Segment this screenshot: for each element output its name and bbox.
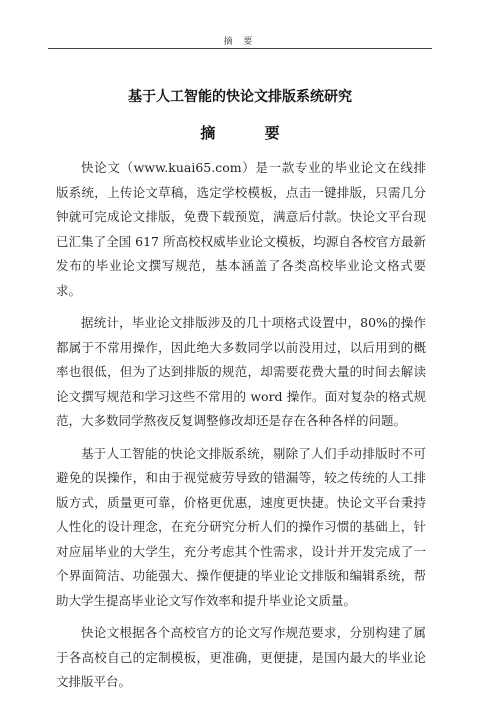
header-rule	[48, 48, 432, 49]
abstract-body	[56, 156, 426, 703]
abstract-heading: 摘 要	[200, 124, 302, 142]
abstract-paragraph-4: 快论文根据各个高校官方的论文写作规范要求，分别构建了属于各高校自己的定制模板，更准确，更便捷，是国内最大的毕业论文排版平台。	[56, 625, 426, 689]
abstract-paragraph-1: 快论文（www.kuai65.com）是一款专业的毕业论文在线排版系统，上传论文草稿，选定学校模板，点击一键排版，只需几分钟就可完成论文排版，免费下载预览，满意后付款。快论文平台现已汇集了全国 617 所高校权威毕业论文模板，均源自各校官方最新发布的毕业论文撰写规范，基本涵盖了各类高校毕业论文格式要求。	[56, 160, 426, 298]
running-header: 摘 要	[223, 37, 257, 47]
abstract-paragraph-2: 据统计，毕业论文排版涉及的几十项格式设置中，80%的操作都属于不常用操作，因此绝大多数同学以前没用过，以后用到的概率也很低，但为了达到排版的规范，却需要花费大量的时间去解读论文撰写规范和学习这些不常用的 word 操作。面对复杂的格式规范，大多数同学熬夜反复调整修改却还是存在各种各样的问题。	[56, 315, 426, 428]
document-title: 基于人工智能的快论文排版系统研究	[128, 89, 352, 105]
abstract-paragraph-3: 基于人工智能的快论文排版系统，剔除了人们手动排版时不可避免的误操作，和由于视觉疲劳导致的错漏等，较之传统的人工排版方式，质量更可靠，价格更优惠，速度更快捷。快论文平台秉持人性化的设计理念，在充分研究分析人们的操作习惯的基础上，针对应届毕业的大学生，充分考虑其个性需求，设计并开发完成了一个界面简洁、功能强大、操作便捷的毕业论文排版和编辑系统，帮助大学生提高毕业论文写作效率和提升毕业论文质量。	[56, 445, 426, 608]
